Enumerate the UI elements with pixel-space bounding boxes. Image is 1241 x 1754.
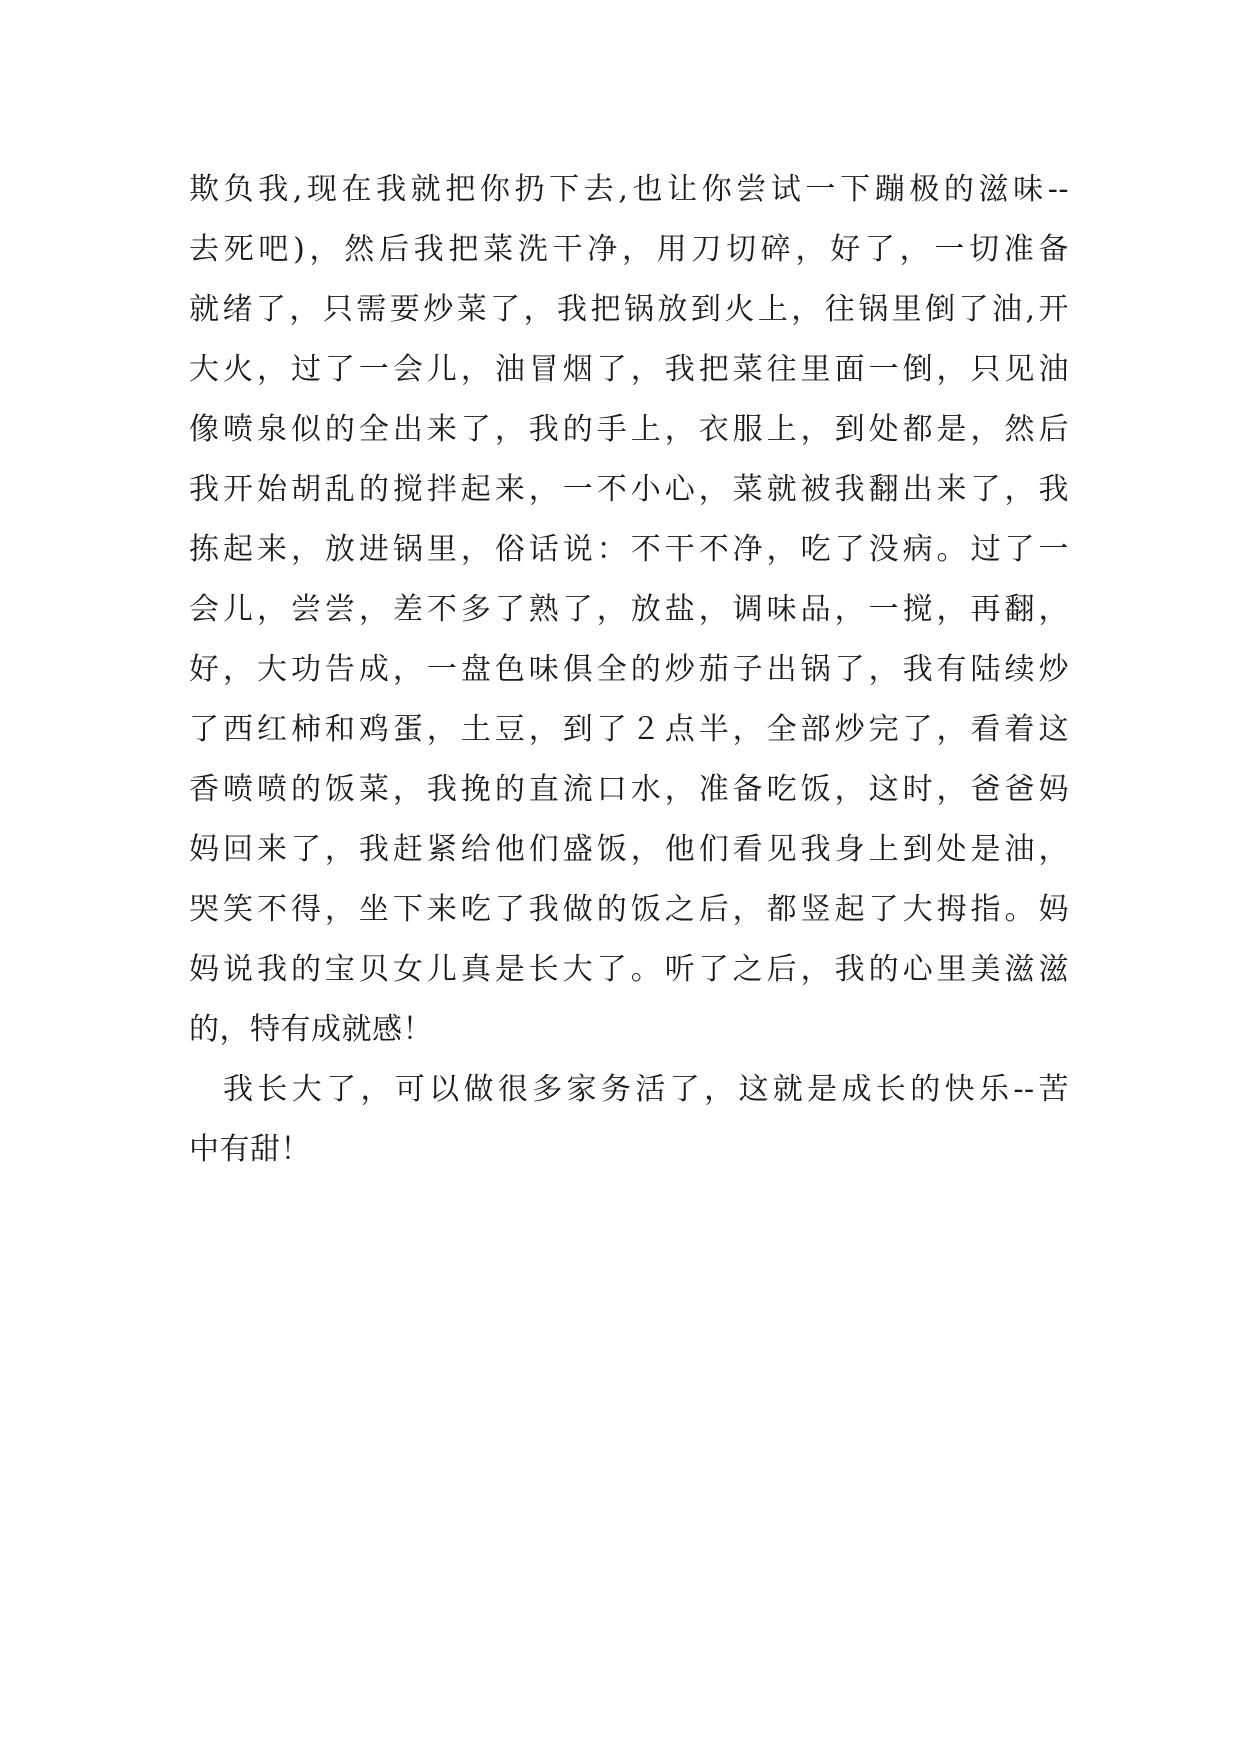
text-line: 欺负我,现在我就把你扔下去,也让你尝试一下蹦极的滋味-- — [189, 172, 1069, 207]
text-line: 的，特有成就感！ — [189, 1012, 433, 1047]
document-body — [189, 160, 1069, 1180]
text-line: 了西红柿和鸡蛋，土豆，到了２点半，全部炒完了，看着这 — [189, 712, 1069, 747]
text-line: 拣起来，放进锅里，俗话说：不干不净，吃了没病。过了一 — [189, 532, 1069, 567]
text-line: 大火，过了一会儿，油冒烟了，我把菜往里面一倒，只见油 — [189, 352, 1069, 387]
text-line: 就绪了，只需要炒菜了，我把锅放到火上，往锅里倒了油,开 — [189, 292, 1069, 327]
text-line: 妈说我的宝贝女儿真是长大了。听了之后，我的心里美滋滋 — [189, 952, 1069, 987]
text-line: 我开始胡乱的搅拌起来，一不小心，菜就被我翻出来了，我 — [189, 472, 1069, 507]
text-line: 我长大了，可以做很多家务活了，这就是成长的快乐--苦 — [223, 1072, 1069, 1107]
text-line: 中有甜！ — [189, 1132, 311, 1167]
text-line: 像喷泉似的全出来了，我的手上，衣服上，到处都是，然后 — [189, 412, 1069, 447]
text-line: 好，大功告成，一盘色味俱全的炒茄子出锅了，我有陆续炒 — [189, 652, 1069, 687]
text-line: 妈回来了，我赶紧给他们盛饭，他们看见我身上到处是油， — [189, 832, 1069, 867]
text-line: 香喷喷的饭菜，我挽的直流口水，准备吃饭，这时，爸爸妈 — [189, 772, 1069, 807]
text-line: 去死吧)，然后我把菜洗干净，用刀切碎，好了，一切准备 — [189, 232, 1069, 267]
text-line: 哭笑不得，坐下来吃了我做的饭之后，都竖起了大拇指。妈 — [189, 892, 1069, 927]
text-line: 会儿，尝尝，差不多了熟了，放盐，调味品，一搅，再翻， — [189, 592, 1069, 627]
